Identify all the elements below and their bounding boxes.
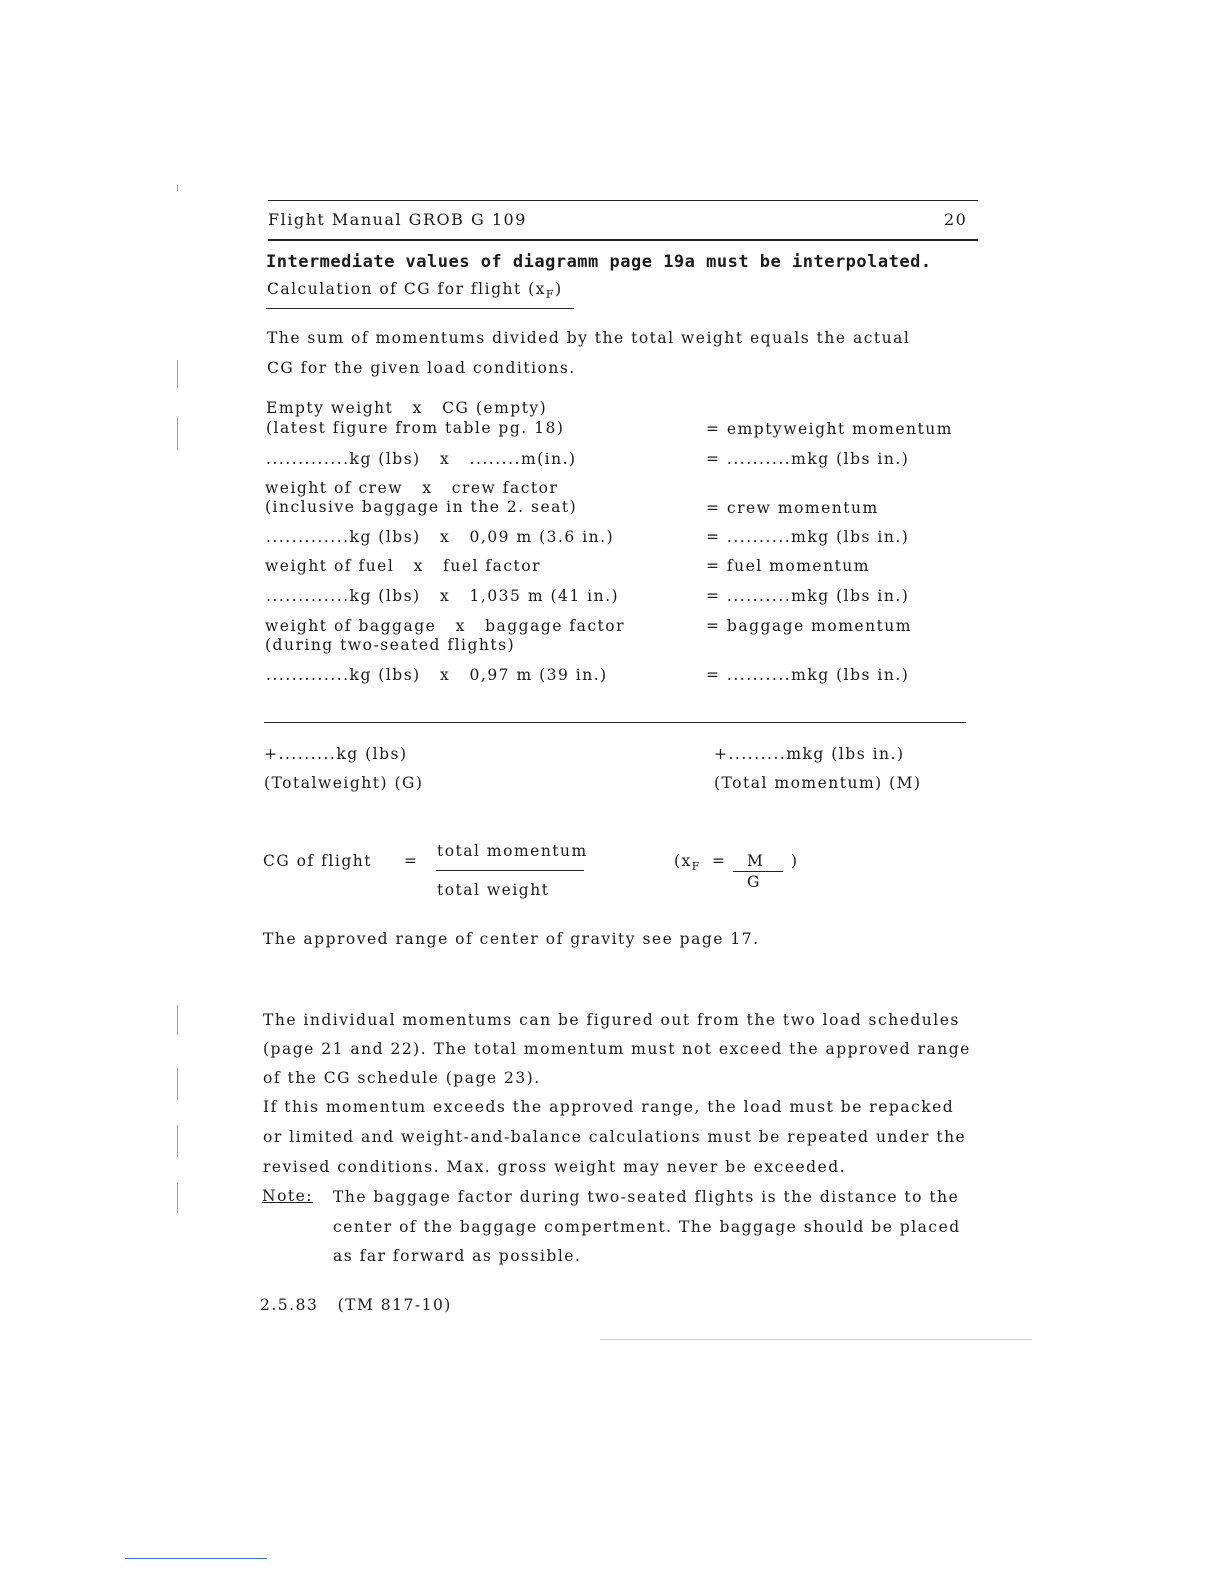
approved-range-line: The approved range of center of gravity see page 17. [263,930,760,948]
alt-formula-close: ) [791,852,799,870]
page-bottom-edge [600,1339,1032,1340]
intro-bold-line: Intermediate values of diagramm page 19a must be interpolated. [266,252,932,272]
sum-rule [264,722,966,723]
empty-weight-sublabel: (latest figure from table pg. 18) [266,419,565,437]
body-line: If this momentum exceeds the approved range, the load must be repacked [263,1098,955,1116]
scan-mark [177,185,178,191]
crew-momentum-label: = crew momentum [706,499,879,517]
scan-mark [177,418,178,450]
header-bottom-rule [268,239,978,241]
crew-weight-label: weight of crew x crew factor [265,479,559,497]
fuel-momentum-calc: = ..........mkg (lbs in.) [706,587,910,605]
baggage-weight-label: weight of baggage x baggage factor [265,617,625,635]
alt-formula: ($x_F$ [674,852,701,874]
alt-formula-equals: = [712,852,727,870]
body-line: revised conditions. Max. gross weight may never be exceeded. [263,1158,847,1176]
total-weight-label: (Totalweight) (G) [264,774,424,792]
footnote-separator [125,1558,267,1559]
note-line-2: center of the baggage compertment. The baggage should be placed [333,1218,961,1236]
fuel-momentum-label: = fuel momentum [706,557,870,575]
body-line: (page 21 and 22). The total momentum must not exceed the approved range [263,1040,971,1058]
header-title: Flight Manual GROB G 109 [268,210,527,229]
empty-weight-label: Empty weight x CG (empty) [266,399,548,417]
body-line: The individual momentums can be figured out from the two load schedules [263,1011,960,1029]
baggage-momentum-calc: = ..........mkg (lbs in.) [706,666,910,684]
baggage-weight-calc: .............kg (lbs) x 0,97 m (39 in.) [266,666,608,684]
scan-mark [177,1005,178,1035]
formula-denominator: total weight [437,881,550,899]
formula-lhs: CG of flight [263,852,372,870]
section-title: Calculation of CG for flight $(x_F)$ [267,280,563,302]
fuel-weight-calc: .............kg (lbs) x 1,035 m (41 in.) [266,587,620,605]
total-momentum-calc: +.........mkg (lbs in.) [714,745,905,763]
baggage-weight-sublabel: (during two-seated flights) [265,636,516,654]
scan-mark [177,1183,178,1213]
formula-numerator: total momentum [437,842,588,860]
section-title-underline [266,308,574,309]
alt-formula-denominator: G [747,873,761,891]
scan-mark [177,1125,178,1157]
baggage-momentum-label: = baggage momentum [706,617,912,635]
total-weight-calc: +.........kg (lbs) [264,745,408,763]
total-momentum-label: (Total momentum) (M) [714,774,922,792]
note-line-1: The baggage factor during two-seated flights is the distance to the [333,1188,960,1206]
crew-weight-sublabel: (inclusive baggage in the 2. seat) [265,498,578,516]
note-line-3: as far forward as possible. [333,1247,582,1265]
page-number: 20 [944,210,968,229]
footer-date-ref: 2.5.83 (TM 817-10) [260,1296,452,1314]
crew-weight-calc: .............kg (lbs) x 0,09 m (3.6 in.) [266,528,615,546]
note-label: Note: [262,1187,314,1205]
alt-formula-numerator: M [747,852,765,870]
crew-momentum-calc: = ..........mkg (lbs in.) [706,528,910,546]
body-line: or limited and weight-and-balance calculations must be repeated under the [263,1128,967,1146]
formula-fraction-bar [436,870,584,871]
formula-equals: = [404,852,419,870]
empty-momentum-calc: = ..........mkg (lbs in.) [706,450,910,468]
sum-line-2: CG for the given load conditions. [267,359,576,377]
body-line: of the CG schedule (page 23). [263,1069,541,1087]
scan-mark [177,360,178,388]
empty-momentum-label: = emptyweight momentum [706,420,953,438]
fuel-weight-label: weight of fuel x fuel factor [265,557,542,575]
header-top-rule [268,200,978,201]
scan-mark [177,1068,178,1100]
alt-formula-bar [733,871,783,872]
empty-weight-calc: .............kg (lbs) x ........m(in.) [266,450,577,468]
sum-line-1: The sum of momentums divided by the total weight equals the actual [267,329,911,347]
